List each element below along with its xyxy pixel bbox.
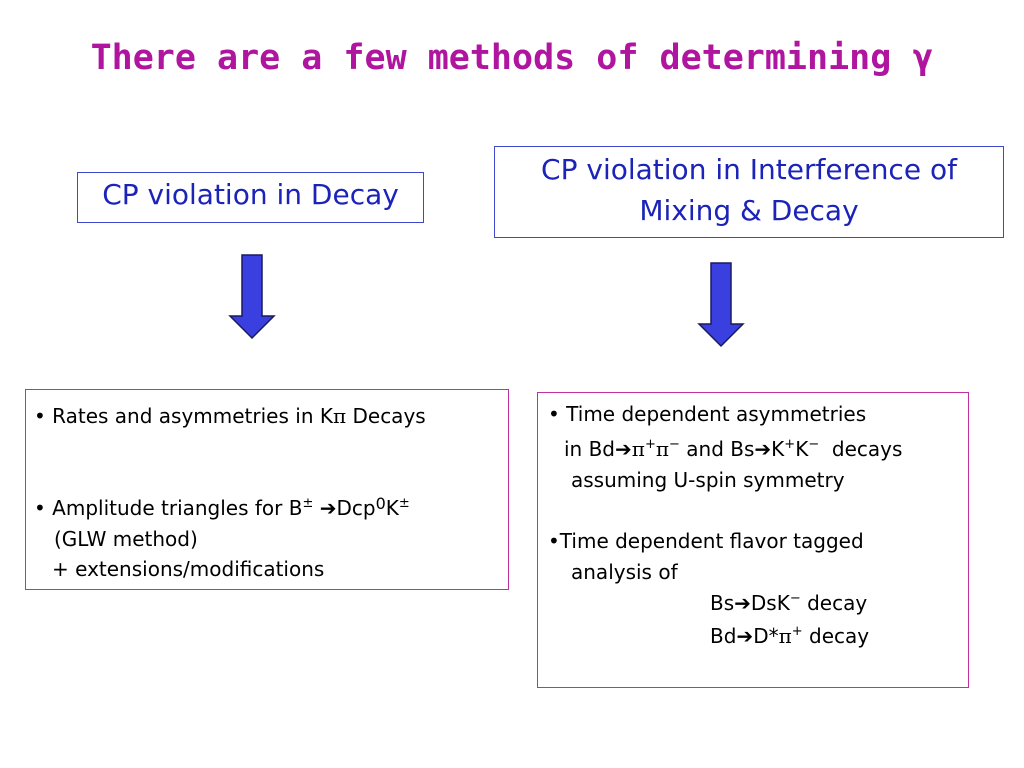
superscript-minus: − <box>808 437 820 452</box>
right-arrow-icon: ➔ <box>734 591 751 615</box>
right-methods-box <box>537 392 969 688</box>
down-arrow-icon <box>697 262 745 348</box>
k-text: K <box>795 437 809 461</box>
right-item2-line4 <box>710 624 869 652</box>
k-text: K <box>771 437 785 461</box>
decays-text: Decays <box>346 404 426 428</box>
superscript-plus: + <box>791 624 803 639</box>
bs-text: Bs <box>710 591 735 615</box>
pi-symbol: π <box>631 437 645 461</box>
superscript-zero: 0 <box>375 494 386 513</box>
rates-text: • Rates and asymmetries in K <box>34 404 333 428</box>
superscript-plus: + <box>644 437 656 452</box>
right-item2-line3 <box>710 591 867 619</box>
in-bd-text: in Bd <box>564 437 616 461</box>
k-text: K <box>385 496 399 520</box>
superscript-plus: + <box>784 437 796 452</box>
bd-text: Bd <box>710 624 737 648</box>
dcp-text: Dcp <box>336 496 376 520</box>
superscript-minus: − <box>669 437 680 452</box>
pi-symbol: π <box>332 404 347 428</box>
header-right-line2: Mixing & Decay <box>639 193 859 227</box>
left-item-extensions: + extensions/modifications <box>52 557 325 581</box>
left-methods-box <box>25 389 509 590</box>
left-item-glw: (GLW method) <box>54 527 198 551</box>
header-cp-violation-mixing-decay <box>494 146 1004 238</box>
decay-text: decay <box>802 624 870 648</box>
right-item1-line1: • Time dependent asymmetries <box>548 402 867 426</box>
left-item-rates <box>34 404 426 428</box>
slide-title: There are a few methods of determining γ <box>90 38 934 78</box>
down-arrow-icon <box>228 254 276 340</box>
right-arrow-icon: ➔ <box>615 437 632 461</box>
right-item1-line2 <box>564 437 902 465</box>
left-item-amplitude <box>34 496 410 524</box>
right-item2-line2: analysis of <box>571 560 678 584</box>
plus-minus-symbol: ± <box>398 496 410 511</box>
pi-symbol: π <box>778 624 792 648</box>
decay-text: decay <box>800 591 868 615</box>
and-bs-text: and Bs <box>679 437 755 461</box>
pi-symbol: π <box>655 437 669 461</box>
decays-text: decays <box>819 437 903 461</box>
amplitude-text: • Amplitude triangles for B <box>34 496 303 520</box>
plus-minus-symbol: ± <box>302 496 314 511</box>
right-arrow-icon: ➔ <box>736 624 754 648</box>
right-arrow-icon: ➔ <box>754 437 772 461</box>
right-item1-line3: assuming U-spin symmetry <box>571 468 845 492</box>
right-item2-line1: •Time dependent flavor tagged <box>548 529 864 553</box>
header-left-label: CP violation in Decay <box>102 178 399 211</box>
dsk-text: DsK <box>750 591 790 615</box>
right-arrow-icon: ➔ <box>313 496 337 520</box>
dstar-text: D* <box>753 624 779 648</box>
header-cp-violation-in-decay <box>77 172 424 223</box>
header-right-line1: CP violation in Interference of <box>541 153 957 186</box>
superscript-minus: − <box>789 591 801 606</box>
